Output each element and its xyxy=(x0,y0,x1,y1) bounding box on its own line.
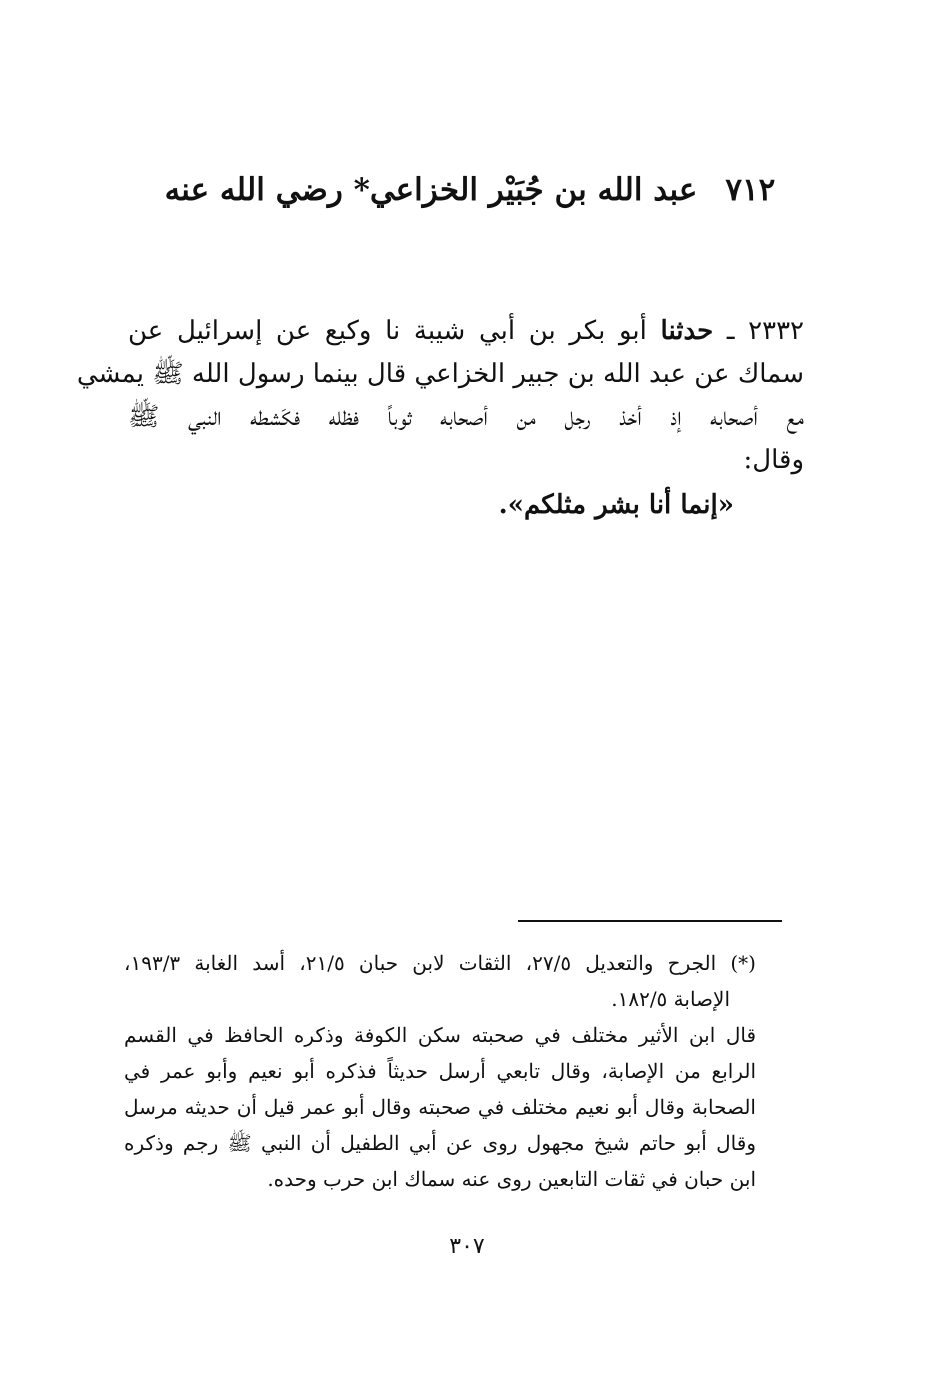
hadith-separator: ـ xyxy=(713,316,749,346)
hadith-lead-word: حدثنا xyxy=(660,316,714,346)
hadith-number: ٢٣٣٢ xyxy=(748,316,804,346)
footnote-divider xyxy=(518,920,782,922)
hadith-quote: «إنما أنا بشر مثلكم». xyxy=(498,490,734,520)
entry-honorific: رضي الله عنه xyxy=(164,172,343,208)
footnote-marker: * xyxy=(353,172,370,208)
hadith-text xyxy=(76,310,804,528)
entry-heading xyxy=(150,165,790,215)
hadith-line: مع أصحابه إذ أخذ رجل من أصحابه ثوباً فظله فكَشطه النبي ﷺ xyxy=(128,402,804,432)
entry-name: عبد الله بن جُبَيْر الخزاعي xyxy=(369,172,698,208)
footnote-line: الرابع من الإصابة، وقال تابعي أرسل حديثاً فذكره أبو نعيم وأبو عمر في xyxy=(124,1059,756,1083)
page-number: ٣٠٧ xyxy=(449,1234,485,1259)
footnote-line: الإصابة ١٨٢/٥. xyxy=(611,987,730,1011)
footnotes xyxy=(124,945,756,1197)
entry-number: ٧١٢ xyxy=(725,172,776,208)
footnote-line: ابن حبان في ثقات التابعين روى عنه سماك ابن حرب وحده. xyxy=(267,1167,756,1191)
footnote-line: (*) الجرح والتعديل ٢٧/٥، الثقات لابن حبان ٢١/٥، أسد الغابة ١٩٣/٣، xyxy=(124,951,756,975)
footnote-line: قال ابن الأثير مختلف في صحبته سكن الكوفة وذكره الحافظ في القسم xyxy=(124,1023,756,1047)
hadith-line-text: أبو بكر بن أبي شيبة نا وكيع عن إسرائيل عن xyxy=(128,316,647,346)
hadith-line: وقال: xyxy=(743,445,804,475)
hadith-line: سماك عن عبد الله بن جبير الخزاعي قال بينما رسول الله ﷺ يمشي xyxy=(76,359,804,389)
hadith-line xyxy=(128,310,804,353)
footnote-line: وقال أبو حاتم شيخ مجهول روى عن أبي الطفيل أن النبي ﷺ رجم وذكره xyxy=(124,1131,756,1155)
footnote-line: الصحابة وقال أبو نعيم مختلف في صحبته وقال أبو عمر قيل أن حديثه مرسل xyxy=(124,1095,756,1119)
